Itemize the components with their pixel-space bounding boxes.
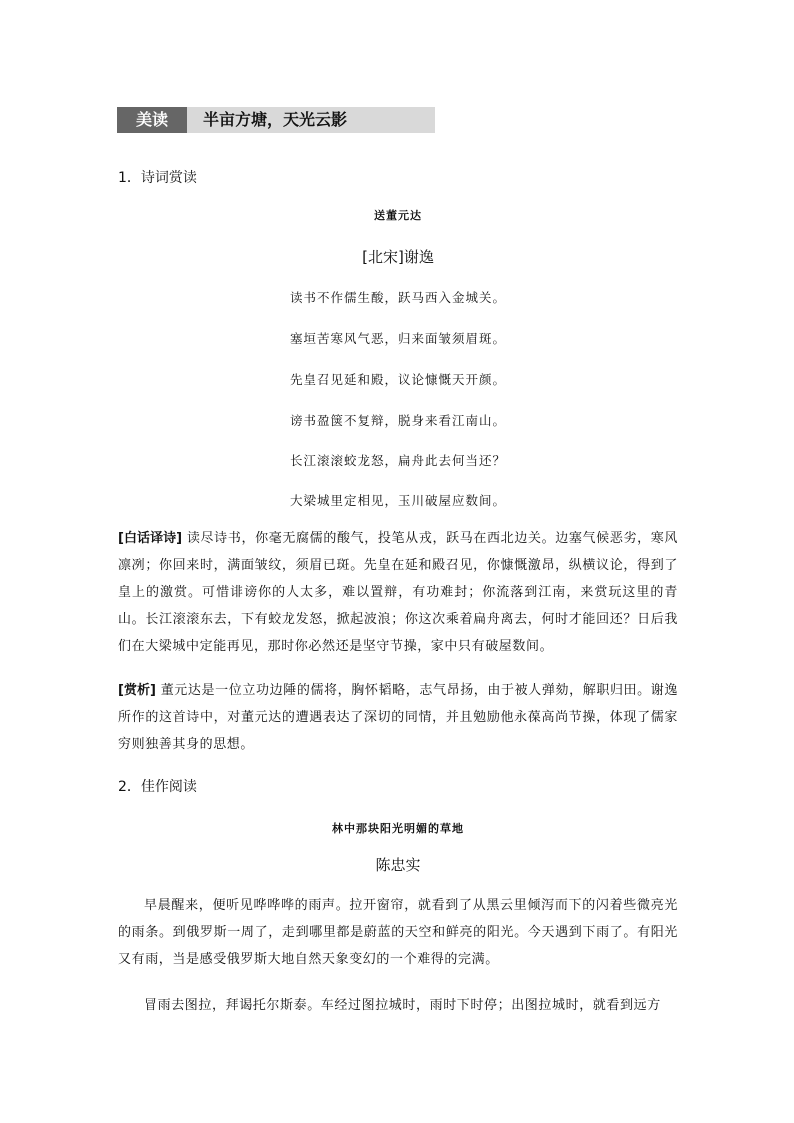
poem-line: 塞垣苦寒风气恶，归来面皱须眉斑。 [289,331,506,346]
banner-title: 半亩方塘，天光云影 [203,110,348,129]
poem-line: 谤书盈箧不复辩，脱身来看江南山。 [289,413,506,428]
section-heading-essay: 2．佳作阅读 [118,779,197,795]
essay-paragraph: 早晨醒来，便听见哗哗哗的雨声。拉开窗帘，就看到了从黑云里倾泻而下的闪着些微亮光的雨条。到俄罗斯一周了，走到哪里都是蔚蓝的天空和鲜亮的阳光。今天遇到下雨了。有阳光又有雨，当是感受俄罗斯大地自然天象变幻的一个难得的完满。 [118,898,678,967]
poem-line: 长江滚滚蛟龙怒，扁舟此去何当还？ [289,453,506,468]
appreciation-label: [赏析] [118,683,156,698]
translation-paragraph [118,525,678,660]
poem-line: 大梁城里定相见，玉川破屋应数间。 [289,493,506,508]
poem-title: 送董元达 [374,209,422,222]
poem-line: 读书不作儒生酸，跃马西入金城关。 [289,290,506,305]
appreciation-text: 董元达是一位立功边陲的儒将，胸怀韬略，志气昂扬，由于被人弹劾，解职归田。谢逸所作的这首诗中，对董元达的遭遇表达了深切的同情，并且勉励他永葆高尚节操，体现了儒家穷则独善其身的思想。 [118,683,678,752]
essay-author: 陈忠实 [375,856,421,874]
section-banner [117,107,435,133]
appreciation-paragraph [118,677,678,758]
essay-paragraph: 冒雨去图拉，拜谒托尔斯泰。车经过图拉城时，雨时下时停；出图拉城时，就看到远方 [144,998,661,1013]
banner-tag: 美读 [117,107,187,133]
essay-title: 林中那块阳光明媚的草地 [332,822,464,835]
poem-author: [北宋]谢逸 [362,248,434,266]
translation-label: [白话译诗] [118,531,183,546]
translation-text: 读尽诗书，你毫无腐儒的酸气，投笔从戎，跃马在西北边关。边塞气候恶劣，寒风凛冽；你回来时，满面皱纹，须眉已斑。先皇在延和殿召见，你慷慨激昂，纵横议论，得到了皇上的激赏。可惜诽谤你的人太多，难以置辩，有功难封；你流落到江南，来赏玩这里的青山。长江滚滚东去，下有蛟龙发怒，掀起波浪；你这次乘着扁舟离去，何时才能回还？日后我们在大梁城中定能再见，那时你必然还是坚守节操，家中只有破屋数间。 [118,531,678,654]
poem-line: 先皇召见延和殿，议论慷慨天开颜。 [289,372,506,387]
section-heading-poem: 1．诗词赏读 [118,170,197,186]
